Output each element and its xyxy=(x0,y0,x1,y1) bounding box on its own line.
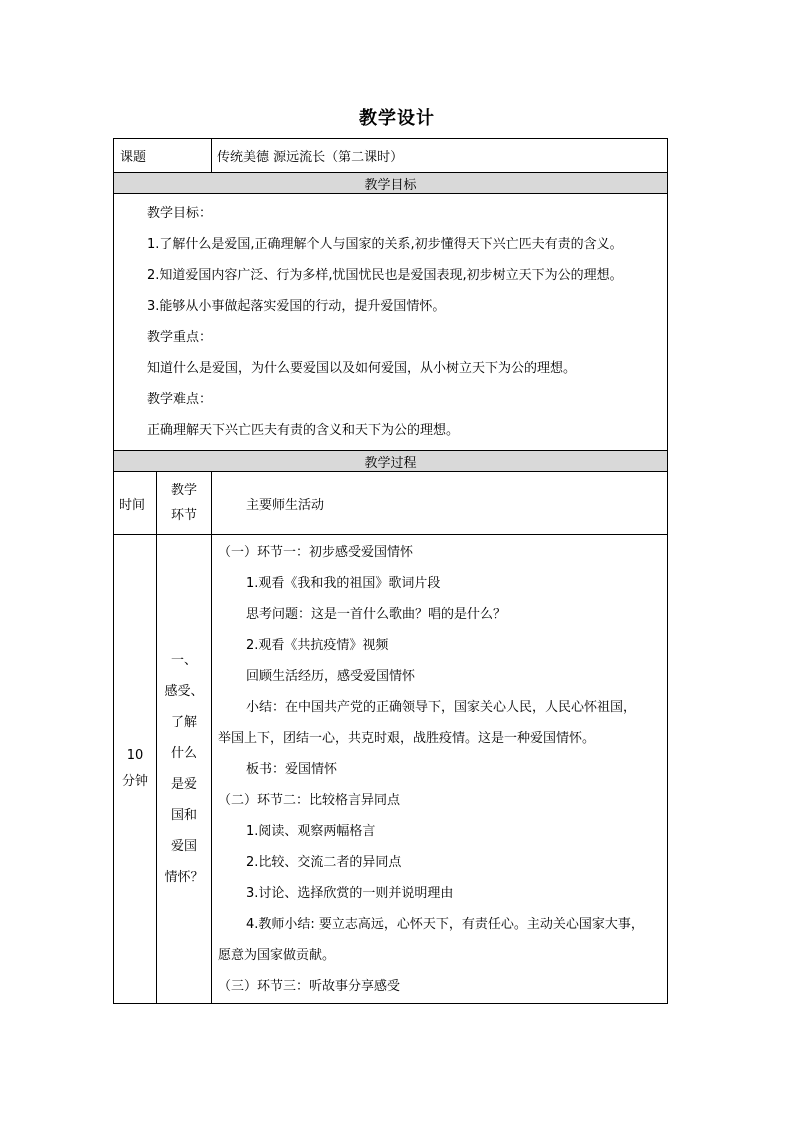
activity-cell xyxy=(212,535,668,1004)
topic-row xyxy=(114,139,668,173)
column-header-step-line: 环节 xyxy=(171,508,198,523)
time-unit: 分钟 xyxy=(121,774,148,789)
difficulties-heading: 教学难点： xyxy=(147,392,213,407)
activity-line: 3.讨论、选择欣赏的一则并说明理由 xyxy=(246,886,454,901)
process-section-header: 教学过程 xyxy=(114,451,668,472)
step-line: 爱国 xyxy=(171,839,198,854)
step-line: 什么 xyxy=(171,746,198,761)
topic-label: 课题 xyxy=(114,139,212,173)
goals-heading: 教学目标： xyxy=(147,206,213,221)
process-row xyxy=(114,535,668,1004)
process-column-header-row xyxy=(114,472,668,535)
goals-header-row xyxy=(114,173,668,194)
goals-content xyxy=(114,194,668,451)
activity-line: 举国上下，团结一心，共克时艰，战胜疫情。这是一种爱国情怀。 xyxy=(218,731,596,746)
activity-line: 回顾生活经历，感受爱国情怀 xyxy=(246,669,416,684)
goal-item: 3.能够从小事做起落实爱国的行动，提升爱国情怀。 xyxy=(147,299,446,314)
step-line: 是爱 xyxy=(171,777,198,792)
step-line: 一、 xyxy=(171,653,198,668)
step-cell xyxy=(157,535,212,1004)
step-line: 情怀？ xyxy=(164,870,204,885)
goals-section-header: 教学目标 xyxy=(114,173,668,194)
topic-value: 传统美德 源远流长（第二课时） xyxy=(212,139,668,173)
activity-line: 愿意为国家做贡献。 xyxy=(218,948,336,963)
activity-line: 思考问题：这是一首什么歌曲？唱的是什么？ xyxy=(246,607,507,622)
activity-section-heading: （一）环节一：初步感受爱国情怀 xyxy=(218,545,414,560)
key-points-heading: 教学重点： xyxy=(147,330,213,345)
lesson-plan-table xyxy=(113,138,668,1004)
goal-item: 1.了解什么是爱国,正确理解个人与国家的关系,初步懂得天下兴亡匹夫有责的含义。 xyxy=(147,237,623,252)
goals-row xyxy=(114,194,668,451)
activity-section-heading: （三）环节三：听故事分享感受 xyxy=(218,979,401,994)
activity-line: 1.阅读、观察两幅格言 xyxy=(246,824,376,839)
activity-line: 2.比较、交流二者的异同点 xyxy=(246,855,402,870)
column-header-step xyxy=(157,472,212,535)
activity-line: 1.观看《我和我的祖国》歌词片段 xyxy=(246,576,441,591)
step-line: 了解 xyxy=(171,715,198,730)
step-line: 国和 xyxy=(171,808,198,823)
time-cell xyxy=(114,535,157,1004)
activity-line: 小结：在中国共产党的正确领导下，国家关心人民，人民心怀祖国， xyxy=(246,700,637,715)
column-header-step-line: 教学 xyxy=(171,483,198,498)
activity-line: 4.教师小结: 要立志高远，心怀天下，有责任心。主动关心国家大事， xyxy=(246,917,644,932)
process-header-row xyxy=(114,451,668,472)
column-header-time: 时间 xyxy=(114,472,157,535)
activity-line: 板书：爱国情怀 xyxy=(246,762,338,777)
column-header-activity: 主要师生活动 xyxy=(212,472,668,535)
step-line: 感受、 xyxy=(164,684,204,699)
key-points-text: 知道什么是爱国，为什么要爱国以及如何爱国，从小树立天下为公的理想。 xyxy=(147,361,577,376)
goal-item: 2.知道爱国内容广泛、行为多样,忧国忧民也是爱国表现,初步树立天下为公的理想。 xyxy=(147,268,623,283)
time-value: 10 xyxy=(126,748,144,763)
activity-section-heading: （二）环节二：比较格言异同点 xyxy=(218,793,401,808)
document-title: 教学设计 xyxy=(359,108,435,129)
activity-line: 2.观看《共抗疫情》视频 xyxy=(246,638,389,653)
difficulties-text: 正确理解天下兴亡匹夫有责的含义和天下为公的理想。 xyxy=(147,423,460,438)
